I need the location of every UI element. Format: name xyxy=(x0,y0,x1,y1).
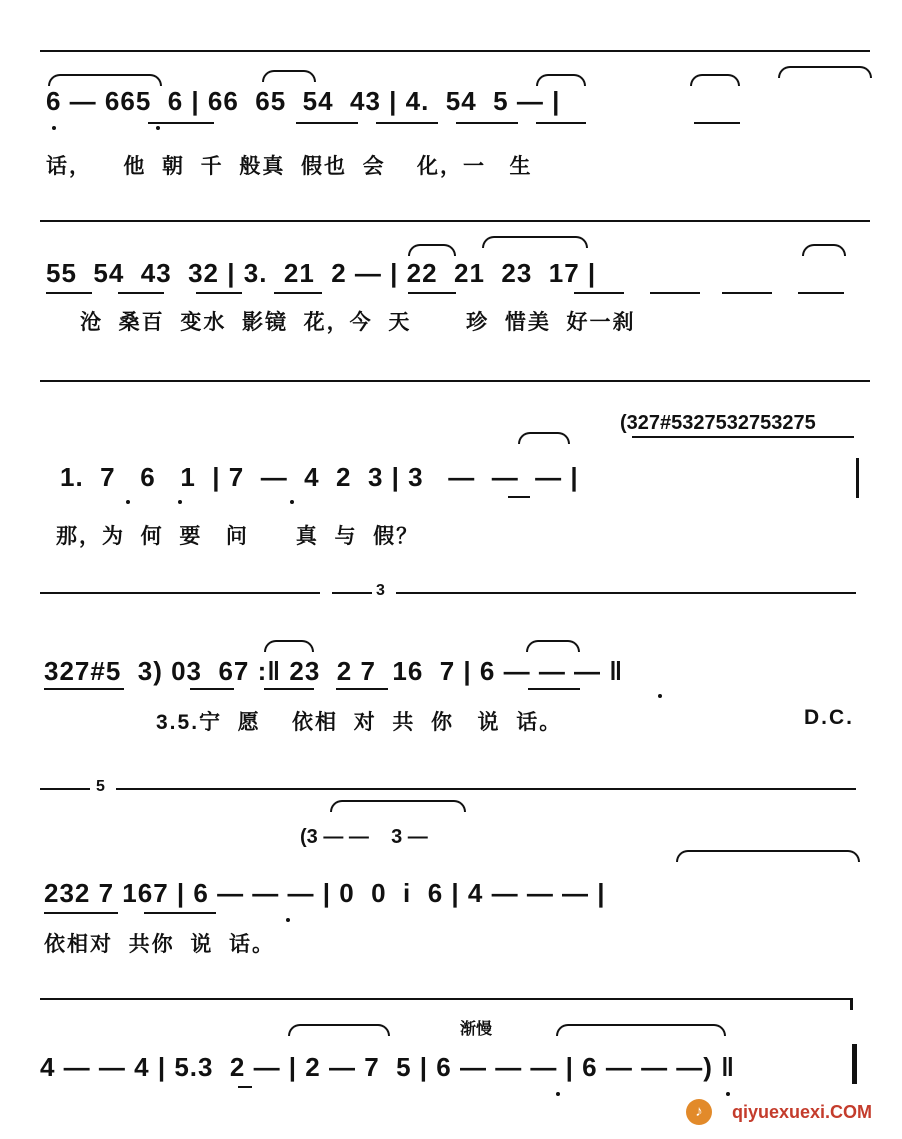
beam xyxy=(44,912,118,914)
beam xyxy=(238,1086,252,1088)
tie xyxy=(518,432,570,444)
tempo-mark: 渐慢 xyxy=(460,1021,493,1038)
beam xyxy=(508,496,530,498)
beam xyxy=(274,292,322,294)
notation-line: 55 54 43 32 | 3. 21 2 — | 22 21 23 17 | xyxy=(46,258,597,288)
beam xyxy=(798,292,844,294)
octave-dot xyxy=(156,126,160,130)
beam xyxy=(528,688,580,690)
beam xyxy=(456,122,518,124)
beam xyxy=(694,122,740,124)
beam xyxy=(336,688,388,690)
watermark-text: qiyuexuexi.COM xyxy=(731,1102,872,1122)
octave-dot xyxy=(726,1092,730,1096)
system-rule xyxy=(40,998,852,1000)
beam xyxy=(574,292,624,294)
system-rule xyxy=(40,50,870,52)
notation-line: 4 — — 4 | 5.3 2 — | 2 — 7 5 | 6 — — — | 6 — — —) ‖ xyxy=(40,1052,736,1082)
beam xyxy=(650,292,700,294)
beam xyxy=(44,688,124,690)
watermark-logo: ♪ xyxy=(686,1099,712,1125)
volta-number: 3 xyxy=(376,582,385,599)
lyric-line: 依相对 共你 说 话。 xyxy=(44,933,276,956)
tie xyxy=(330,800,466,812)
tie xyxy=(264,640,314,652)
tie xyxy=(48,74,162,86)
tie xyxy=(676,850,860,862)
tie xyxy=(288,1024,390,1036)
beam xyxy=(296,122,358,124)
volta-bracket xyxy=(396,592,856,594)
octave-dot xyxy=(290,500,294,504)
tie xyxy=(690,74,740,86)
lyric-line: 话， 他 朝 千 般真 假也 会 化，一 生 xyxy=(46,155,533,178)
bass-figure: (3 — — 3 — xyxy=(300,826,428,848)
barline xyxy=(856,458,859,498)
volta-bracket xyxy=(332,592,372,594)
beam xyxy=(722,292,772,294)
beam xyxy=(536,122,586,124)
tie xyxy=(778,66,872,78)
tie xyxy=(556,1024,726,1036)
beam xyxy=(46,292,92,294)
tie xyxy=(802,244,846,256)
notation-line: 327#5 3) 03 67 :‖ 23 2 7 16 7 | 6 — — — ‖ xyxy=(44,656,624,686)
beam xyxy=(144,912,216,914)
lyric-line: 沧 桑百 变水 影镜 花，今 天 珍 惜美 好一刹 xyxy=(80,311,636,334)
notation-line: 232 7 167 | 6 — — — | 0 0 i 6 | 4 — — — | xyxy=(44,878,606,908)
lyric-line: 那，为 何 要 问 真 与 假？ xyxy=(56,525,420,548)
beam xyxy=(632,436,854,438)
volta-bracket xyxy=(40,788,90,790)
beam xyxy=(148,122,214,124)
beam xyxy=(190,688,234,690)
system-rule xyxy=(40,380,870,382)
beam xyxy=(376,122,438,124)
introduction-figure: (327#5327532753275 xyxy=(620,412,816,434)
beam xyxy=(264,688,314,690)
tie xyxy=(536,74,586,86)
da-capo-mark: D.C. xyxy=(804,706,854,729)
lyric-line: 3.5.宁 愿 依相 对 共 你 说 话。 xyxy=(156,711,563,734)
volta-number: 5 xyxy=(96,778,105,795)
octave-dot xyxy=(126,500,130,504)
tie xyxy=(526,640,580,652)
tie xyxy=(262,70,316,82)
tie xyxy=(408,244,456,256)
system-rule xyxy=(40,592,320,594)
octave-dot xyxy=(658,694,662,698)
system-rule xyxy=(40,220,870,222)
octave-dot xyxy=(556,1092,560,1096)
tie xyxy=(482,236,588,248)
final-barline xyxy=(852,1044,857,1084)
notation-line: 1. 7 6 1 | 7 — 4 2 3 | 3 — — — | xyxy=(60,462,579,492)
beam xyxy=(408,292,456,294)
octave-dot xyxy=(52,126,56,130)
volta-bracket xyxy=(116,788,856,790)
barline xyxy=(850,998,853,1010)
octave-dot xyxy=(286,918,290,922)
beam xyxy=(118,292,164,294)
octave-dot xyxy=(178,500,182,504)
notation-line: 6 — 665 6 | 66 65 54 43 | 4. 54 5 — | xyxy=(46,86,561,116)
beam xyxy=(196,292,242,294)
